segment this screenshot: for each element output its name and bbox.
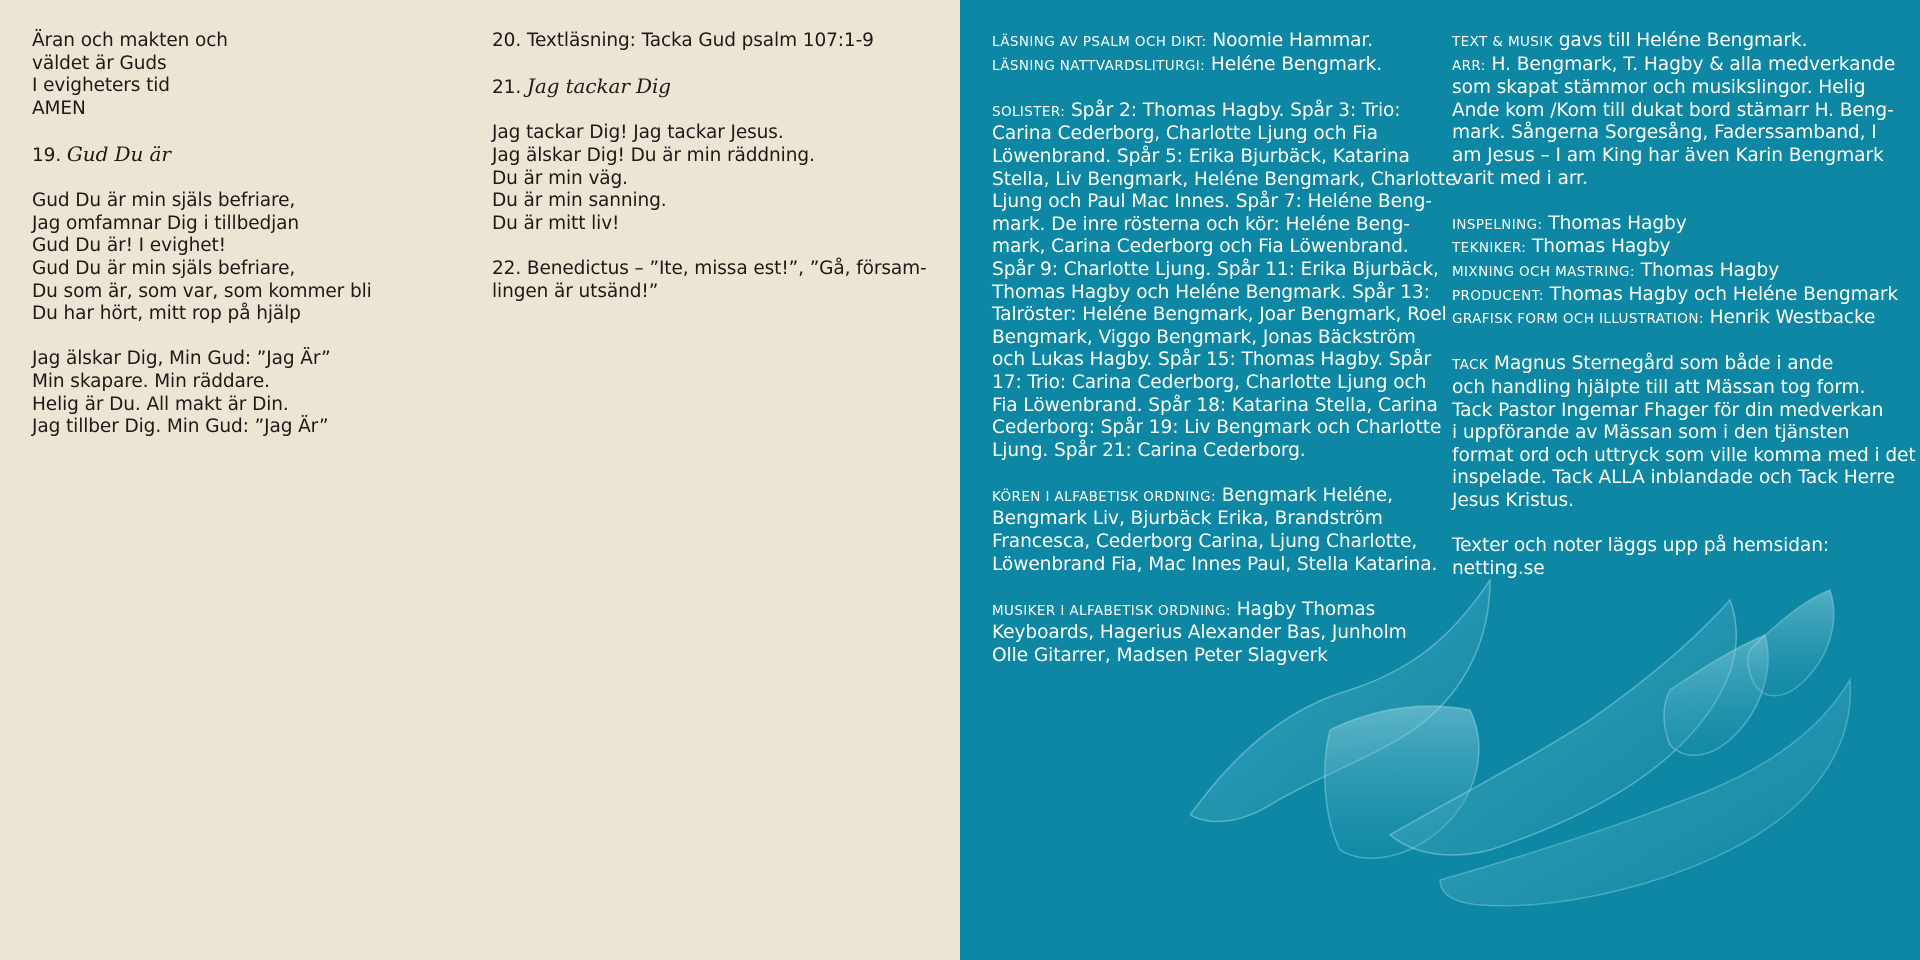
credit-value: Thomas Hagby <box>1548 212 1687 234</box>
prayer-line: AMEN <box>32 97 86 119</box>
credit-line: Ljung. Spår 21: Carina Cederborg. <box>992 439 1306 461</box>
credit-label: GRAFISK FORM OCH ILLUSTRATION: <box>1452 311 1704 328</box>
credit-line: som skapat stämmor och musikslingor. Helig <box>1452 77 1866 99</box>
credit-label: SOLISTER: <box>992 103 1066 120</box>
credit-value: Noomie Hammar. <box>1212 30 1374 51</box>
lyric-line: Jag älskar Dig! Du är min räddning. <box>492 144 815 166</box>
song-20-title: 20. Textläsning: Tacka Gud psalm 107:1-9 <box>492 30 874 51</box>
credit-line: Olle Gitarrer, Madsen Peter Slagverk <box>992 645 1328 667</box>
song-19-heading <box>32 143 452 168</box>
credit-line: i uppförande av Mässan som i den tjänsten <box>1452 422 1850 444</box>
credit-line: Cederborg: Spår 19: Liv Bengmark och Charlotte <box>992 417 1442 439</box>
credit-line: mark, Carina Cederborg och Fia Löwenbrand. <box>992 236 1409 258</box>
right-panel <box>960 0 1920 960</box>
credit-line: Stella, Liv Bengmark, Heléne Bengmark, Charlotte <box>992 168 1457 190</box>
credit-line: am Jesus – I am King har även Karin Bengmark <box>1452 144 1884 166</box>
credit-value: H. Bengmark, T. Hagby & alla medverkande <box>1491 53 1896 75</box>
prayer-line: I evigheters tid <box>32 75 170 97</box>
credit-value: Heléne Bengmark. <box>1210 53 1383 75</box>
credit-value: Thomas Hagby och Heléne Bengmark <box>1549 283 1899 305</box>
lyric-line: Gud Du är min själs befriare, <box>32 190 296 212</box>
credit-label: TEKNIKER: <box>1452 240 1527 257</box>
credit-value: gavs till Heléne Bengmark. <box>1558 30 1808 51</box>
lyric-line: lingen är utsänd!” <box>492 280 659 302</box>
lyric-line: Jag älskar Dig, Min Gud: ”Jag Är” <box>32 348 331 370</box>
website-link: netting.se <box>1452 557 1545 579</box>
website-note <box>1452 535 1892 580</box>
lyric-line: Gud Du är min själs befriare, <box>32 257 296 279</box>
lyric-line: Du är min sanning. <box>492 190 667 212</box>
lyric-line: Min skapare. Min räddare. <box>32 370 270 392</box>
lyric-line: Jag tackar Dig! Jag tackar Jesus. <box>492 122 784 144</box>
credits-column-1 <box>992 30 1457 690</box>
credit-line: Thomas Hagby och Heléne Bengmark. Spår 13: <box>992 281 1430 303</box>
credit-value: Magnus Sternegård som både i ande <box>1493 353 1834 375</box>
credit-line: Texter och noter läggs upp på hemsidan: <box>1452 535 1830 557</box>
lyric-line: Du som är, som var, som kommer bli <box>32 280 372 302</box>
credit-value: Henrik Westbacke <box>1709 307 1876 329</box>
credit-line: mark. Sångerna Sorgesång, Faderssamband, I <box>1452 122 1877 144</box>
prayer-line: väldet är Guds <box>32 52 167 74</box>
prayer-line: Äran och makten och <box>32 30 228 51</box>
soloists <box>992 99 1457 463</box>
credit-label: KÖREN I ALFABETISK ORDNING: <box>992 488 1216 505</box>
credit-line: Spår 9: Charlotte Ljung. Spår 11: Erika Bjurbäck, <box>992 258 1439 280</box>
lyric-line: Du har hört, mitt rop på hjälp <box>32 303 301 325</box>
lyric-line: Jag tillber Dig. Min Gud: ”Jag Är” <box>32 416 329 438</box>
lyrics-column-2 <box>492 30 932 326</box>
credit-value: Thomas Hagby <box>1532 236 1671 258</box>
musicians <box>992 599 1432 668</box>
readings <box>992 30 1432 77</box>
credit-line: Löwenbrand. Spår 5: Erika Bjurbäck, Katarina <box>992 145 1410 167</box>
credit-label: TEXT & MUSIK <box>1452 34 1553 50</box>
song-19-verse-1 <box>32 190 452 326</box>
credit-line: Jesus Kristus. <box>1452 489 1574 511</box>
credit-value: Spår 2: Thomas Hagby. Spår 3: Trio: <box>1070 99 1401 121</box>
song-number: 21. <box>492 77 522 99</box>
credit-line: varit med i arr. <box>1452 167 1588 189</box>
lyric-line: Jag omfamnar Dig i tillbedjan <box>32 212 300 234</box>
song-title: Jag tackar Dig <box>526 74 671 99</box>
choir <box>992 484 1438 576</box>
song-number: 19. <box>32 144 62 166</box>
credit-line: Tack Pastor Ingemar Fhager för din medverkan <box>1452 399 1884 421</box>
lyric-line: Helig är Du. All makt är Din. <box>32 393 289 415</box>
credit-line: mark. De inre rösterna och kör: Heléne Beng- <box>992 213 1410 235</box>
credit-line: Carina Cederborg, Charlotte Ljung och Fia <box>992 123 1378 145</box>
credit-line: Löwenbrand Fia, Mac Innes Paul, Stella Katarina. <box>992 553 1438 575</box>
credit-label: MIXNING OCH MASTRING: <box>1452 263 1635 280</box>
song-22 <box>492 258 932 303</box>
credit-line: Bengmark, Viggo Bengmark, Jonas Bäckström <box>992 326 1416 348</box>
closing-prayer <box>32 30 452 120</box>
text-and-arrangement <box>1452 30 1896 190</box>
credit-line: och handling hjälpte till att Mässan tog form. <box>1452 376 1866 398</box>
credit-line: och Lukas Hagby. Spår 15: Thomas Hagby. Spår <box>992 349 1432 371</box>
song-19-verse-2 <box>32 348 452 438</box>
song-title: Gud Du är <box>66 141 171 166</box>
credit-line: Ljung och Paul Mac Innes. Spår 7: Heléne Beng- <box>992 191 1432 213</box>
credit-line: Francesca, Cederborg Carina, Ljung Charlotte, <box>992 531 1418 553</box>
credit-label: ARR: <box>1452 57 1486 74</box>
credit-label: MUSIKER I ALFABETISK ORDNING: <box>992 602 1231 619</box>
credit-label: LÄSNING NATTVARDSLITURGI: <box>992 57 1206 74</box>
credits-column-2 <box>1452 30 1916 603</box>
credit-line: Keyboards, Hagerius Alexander Bas, Junholm <box>992 622 1407 644</box>
lyric-line: Du är min väg. <box>492 167 628 189</box>
credit-line: inspelade. Tack ALLA inblandade och Tack Herre <box>1452 467 1895 489</box>
lyric-line: Gud Du är! I evighet! <box>32 235 227 257</box>
production-credits <box>1452 212 1899 331</box>
song-21-heading <box>492 75 932 100</box>
credit-label: PRODUCENT: <box>1452 287 1544 304</box>
lyrics-column-1 <box>32 30 452 461</box>
credit-line: Talröster: Heléne Bengmark, Joar Bengmark, Roel <box>992 304 1447 326</box>
song-20-heading <box>492 30 932 53</box>
lyric-line: 22. Benedictus – ”Ite, missa est!”, ”Gå, försam- <box>492 257 927 279</box>
song-21-lyrics <box>492 122 932 235</box>
credit-label: LÄSNING AV PSALM OCH DIKT: <box>992 34 1207 50</box>
thanks <box>1452 353 1916 512</box>
credit-value: Bengmark Heléne, <box>1221 484 1393 506</box>
credit-line: 17: Trio: Carina Cederborg, Charlotte Ljung och <box>992 371 1427 393</box>
credit-line: Bengmark Liv, Bjurbäck Erika, Brandström <box>992 508 1383 530</box>
credit-label: TACK <box>1452 357 1489 374</box>
credit-line: format ord och uttryck som ville komma med i det <box>1452 444 1916 466</box>
credit-label: INSPELNING: <box>1452 216 1543 233</box>
credit-value: Hagby Thomas <box>1236 598 1376 620</box>
lyric-line: Du är mitt liv! <box>492 212 620 234</box>
credit-line: Ande kom /Kom till dukat bord stämarr H. Beng- <box>1452 99 1894 121</box>
credit-line: Fia Löwenbrand. Spår 18: Katarina Stella, Carina <box>992 394 1438 416</box>
credit-value: Thomas Hagby <box>1640 259 1780 281</box>
